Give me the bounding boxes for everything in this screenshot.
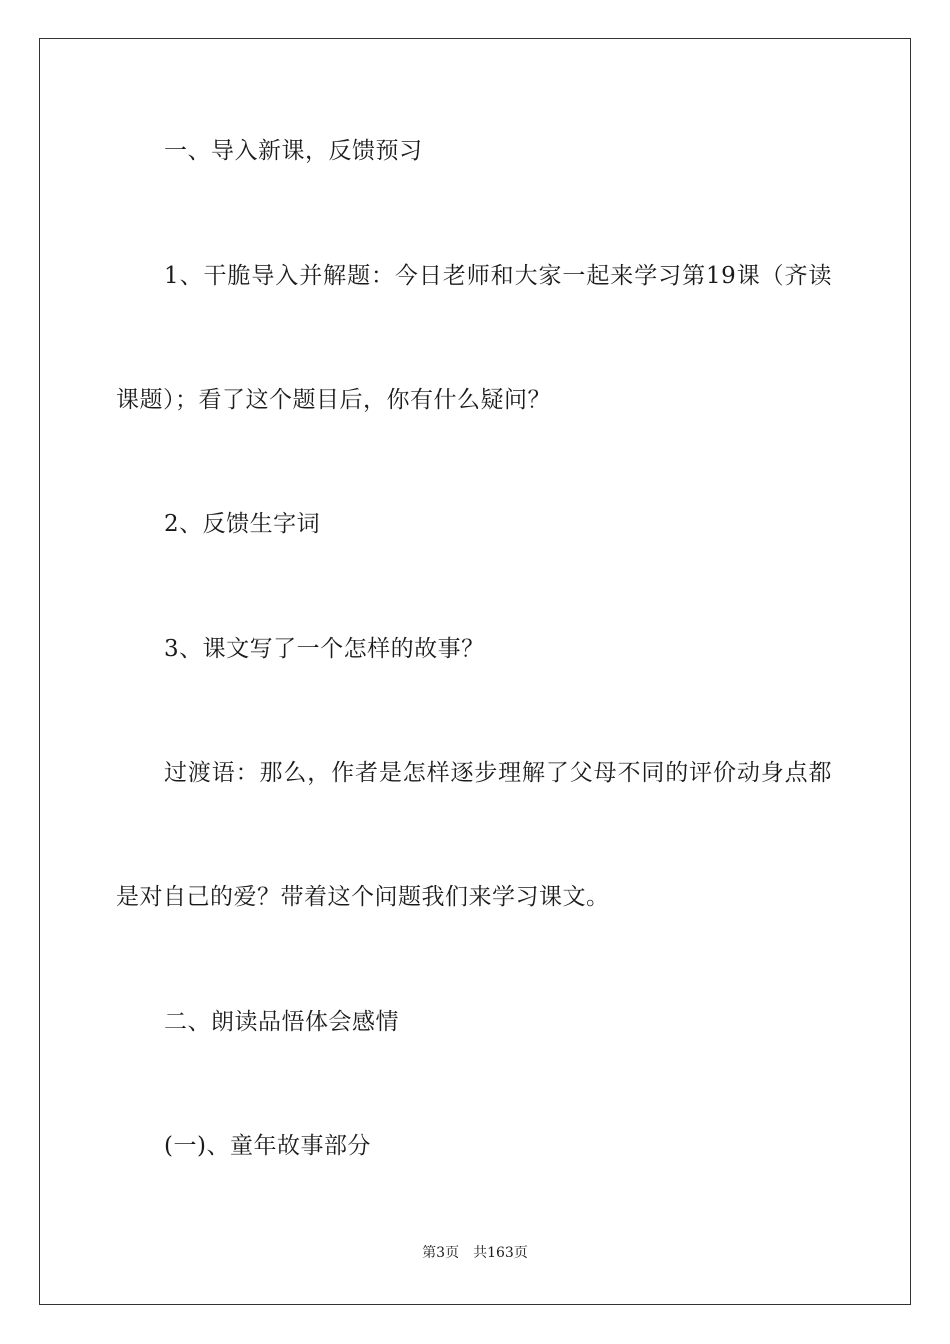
- heading-section-1: 一、导入新课，反馈预习: [164, 138, 423, 164]
- heading-section-2: 二、朗读品悟体会感情: [164, 1009, 399, 1035]
- paragraph-item-3: 3、课文写了一个怎样的故事？: [164, 636, 485, 662]
- page-border: [39, 38, 911, 1305]
- page-total: 共163页: [473, 1245, 528, 1261]
- paragraph-item-1-line-1: 1、干脆导入并解题：今日老师和大家一起来学习第19课（齐读: [164, 263, 832, 289]
- page-footer: [0, 1243, 950, 1263]
- subheading-childhood-story: (一)、童年故事部分: [164, 1133, 371, 1159]
- page-number: 第3页: [422, 1245, 460, 1261]
- paragraph-item-2: 2、反馈生字词: [164, 511, 321, 537]
- paragraph-transition-line-1: 过渡语：那么，作者是怎样逐步理解了父母不同的评价动身点都: [164, 760, 832, 786]
- paragraph-item-1-line-2: 课题）；看了这个题目后，你有什么疑问？: [116, 387, 551, 413]
- paragraph-transition-line-2: 是对自己的爱？带着这个问题我们来学习课文。: [116, 884, 610, 910]
